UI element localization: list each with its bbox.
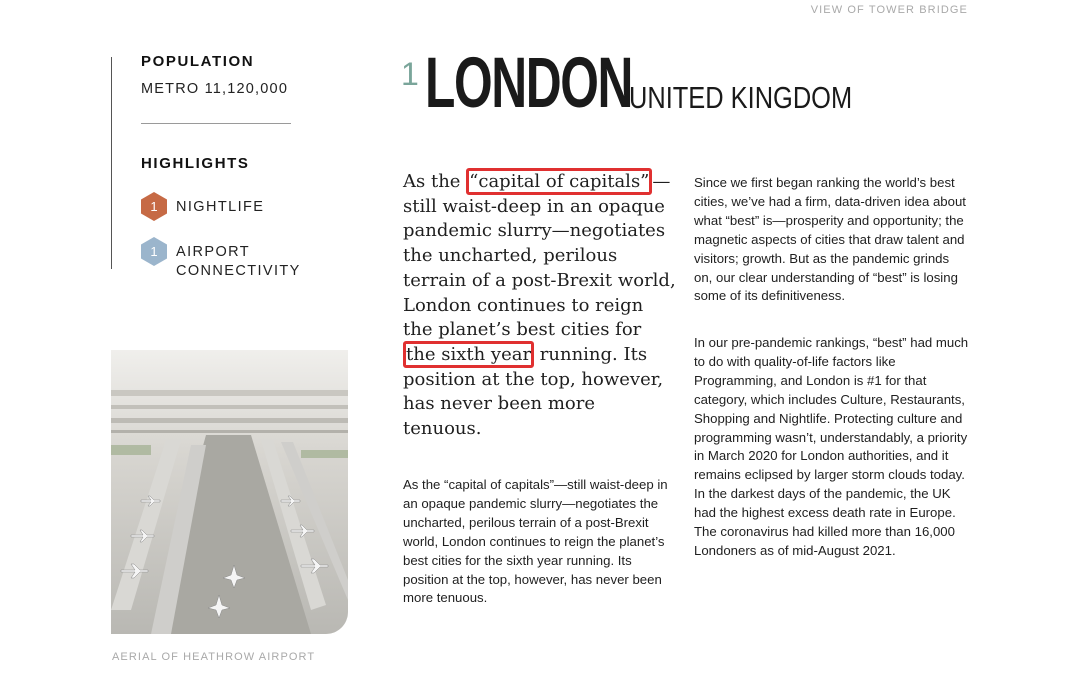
highlight-line: AIRPORT	[176, 244, 250, 260]
city-title: LONDON	[425, 44, 632, 123]
ranking-number: 1	[401, 56, 419, 92]
hexagon-badge-icon	[140, 191, 168, 222]
body-paragraph-right-1: Since we first began ranking the world’s best cities, we’ve had a firm, data-driven idea about what “best” is—prosperity and opportunity; the magnetic aspects of cities that draw talent and visitors; growth. But as the pandemic grinds on, our clear understanding of “best” is losing some of its definitiveness.	[694, 175, 966, 304]
highlight-airport-connectivity	[176, 243, 301, 281]
highlights-label: HIGHLIGHTS	[141, 155, 250, 172]
lead-text: —still waist-deep in an opaque pandemic slurry—negotiates the uncharted, perilous terrain of a post-Brexit world, London continues to reign the planet’s best cities for	[403, 171, 676, 341]
body-paragraph-right-2: In our pre-pandemic rankings, “best” had much to do with quality-of-life factors like Programming, and London is #1 for that category, which includes Culture, Restaurants, Shopping and Nightlife. Protecting culture and programming wasn’t, understandably, a priority in March 2020 for London authorities, and it remains eclipsed by larger storm clouds today. In the darkest days of the pandemic, the UK had the highest excess death rate in Europe. The coronavirus had killed more than 16,000 Londoners as of mid-August 2021.	[694, 335, 969, 558]
population-value: METRO 11,120,000	[141, 81, 289, 97]
country-subtitle: UNITED KINGDOM	[629, 80, 853, 115]
photo-caption-bottom: AERIAL OF HEATHROW AIRPORT	[112, 651, 316, 663]
highlight-line: CONNECTIVITY	[176, 263, 301, 279]
highlight-rank: 1	[150, 244, 158, 259]
aerial-photo-heathrow	[111, 350, 348, 634]
highlight-rank: 1	[150, 199, 158, 214]
population-label: POPULATION	[141, 53, 255, 70]
hexagon-badge-icon	[140, 236, 168, 267]
highlight-sixth-year: the sixth year	[403, 341, 534, 368]
lead-paragraph	[403, 170, 678, 442]
sidebar-rule	[141, 123, 291, 124]
lead-text: As the	[403, 171, 467, 192]
lead-text: running. Its position at the top, however, has never been more tenuous.	[403, 343, 664, 440]
highlight-nightlife: NIGHTLIFE	[176, 199, 265, 215]
photo-caption-top: VIEW OF TOWER BRIDGE	[810, 4, 968, 16]
highlight-capital-of-capitals: “capital of capitals”	[466, 168, 652, 195]
body-paragraph-left: As the “capital of capitals”—still waist-deep in an opaque pandemic slurry—negotiates the uncharted, perilous terrain of a post-Brexit world, London continues to reign the planet’s best cities for the sixth year running. Its position at the top, however, has never been more tenuous.	[403, 477, 668, 606]
sidebar-divider	[111, 57, 112, 269]
